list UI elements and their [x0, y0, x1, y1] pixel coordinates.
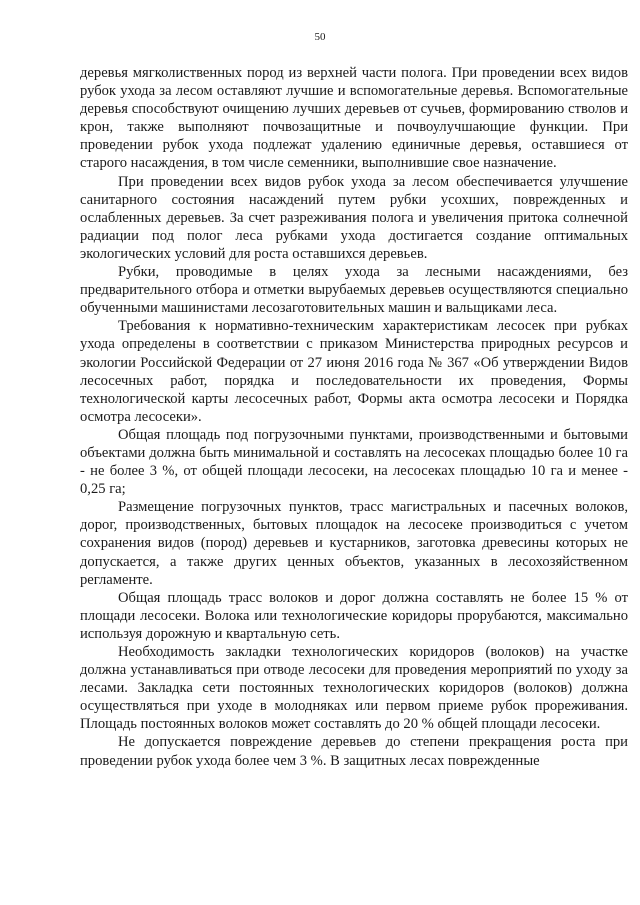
paragraph-loading-area: Общая площадь под погрузочными пунктами, производственными и бытовыми объектами должна быть минимальной и составлять на лесосеках площадью более 10 га - не более 3 %, от общей площади лесосеки, на лесосеках площадью 10 га и менее - 0,25 га; [80, 426, 628, 498]
paragraph-placement: Размещение погрузочных пунктов, трасс магистральных и пасечных волоков, дорог, производственных, бытовых площадок на лесосеке производиться с учетом сохранения видов (пород) деревьев и кустарников, заготовка древесины которых не допускается, а также других ценных объектов, указанных в лесохозяйственном регламенте. [80, 499, 628, 588]
paragraph-logging-operators: Рубки, проводимые в целях ухода за лесными насаждениями, без предварительного отбора и отметки вырубаемых деревьев осуществляются специально обученными машинистами лесозаготовительных машин и вальщиками леса. [80, 264, 628, 317]
paragraph-skid-trails-area: Общая площадь трасс волоков и дорог должна составлять не более 15 % от площади лесосеки. Волока или технологические коридоры прорубаются, максимально используя дорожную и квартальную сеть. [80, 589, 628, 642]
paragraph-technical-requirements: Требования к нормативно-техническим характеристикам лесосек при рубках ухода определены в соответствии с приказом Министерства природных ресурсов и экологии Российской Федерации от 27 июня 2016 года № 367 «Об утверждении Видов лесосечных работ, порядка и последовательности их проведения, Формы технологической карты лесосечных работ, Формы акта осмотра лесосеки и Порядка осмотра лесосеки». [80, 318, 628, 425]
paragraph-tree-damage: Не допускается повреждение деревьев до степени прекращения роста при проведении рубок ухода более чем 3 %. В защитных лесах поврежденные [80, 734, 628, 769]
paragraph-continued: деревья мягколиственных пород из верхней части полога. При проведении всех видов рубок ухода за лесом оставляют лучшие и вспомогательные деревья. Вспомогательные деревья способствуют очищению лучших деревьев от сучьев, формированию стволов и крон, также выполняют почвозащитные и почвоулучшающие функции. При проведении рубок ухода подлежат удалению единичные деревья, оставшиеся от старого насаждения, в том числе семенники, выполнившие свое назначение. [80, 65, 628, 172]
document-body [80, 64, 628, 770]
paragraph-sanitary-condition: При проведении всех видов рубок ухода за лесом обеспечивается улучшение санитарного состояния насаждений путем рубки усохших, поврежденных и ослабленных деревьев. За счет разреживания полога и увеличения притока солнечной радиации под полог леса рубками ухода достигается создание оптимальных экологических условий для роста оставшихся деревьев. [80, 173, 628, 262]
paragraph-technological-corridors: Необходимость закладки технологических коридоров (волоков) на участке должна устанавливаться при отводе лесосеки для проведения мероприятий по уходу за лесами. Закладка сети постоянных технологических коридоров (волоков) должна осуществляться при уходе в молодняках или первом приеме рубок прореживания. Площадь постоянных волоков может составлять до 20 % общей площади лесосеки. [80, 644, 628, 733]
page-number: 50 [314, 31, 326, 43]
